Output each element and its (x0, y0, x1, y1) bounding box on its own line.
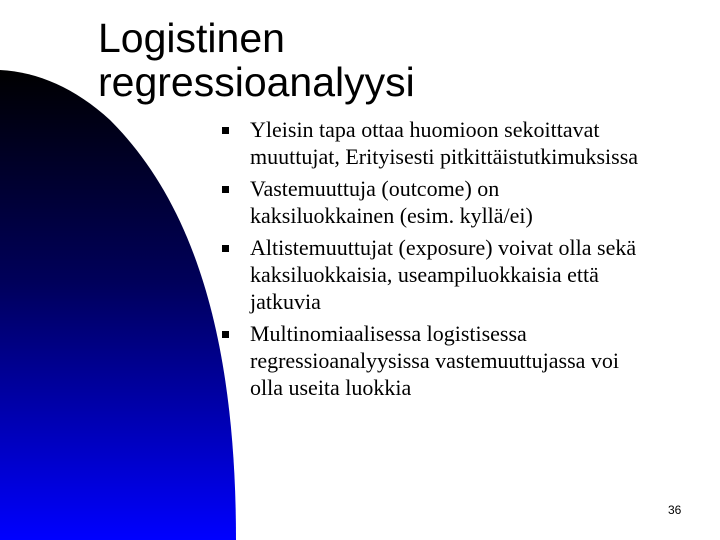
bullet-3-line-1: Altistemuuttujat (exposure) voivat olla sekä (250, 235, 637, 260)
bullet-item-4 (222, 320, 720, 401)
slide-title-line-2: regressioanalyysi (98, 59, 415, 105)
bullet-2-line-2: kaksiluokkainen (esim. kyllä/ei) (250, 203, 533, 228)
bullet-2-line-1: Vastemuuttuja (outcome) on (250, 176, 500, 201)
square-bullet-icon (222, 186, 229, 193)
bullet-item-2 (222, 175, 720, 229)
slide-title (98, 16, 415, 104)
bullet-3-line-3: jatkuvia (250, 289, 321, 314)
bullet-3-line-2: kaksiluokkaisia, useampiluokkaisia että (250, 262, 599, 287)
page-number: 36 (668, 503, 682, 517)
square-bullet-icon (222, 331, 229, 338)
square-bullet-icon (222, 245, 229, 252)
bullet-1-line-1: Yleisin tapa ottaa huomioon sekoittavat (250, 117, 600, 142)
bullet-item-1 (222, 116, 720, 170)
bullet-4-line-3: olla useita luokkia (250, 375, 412, 400)
bullet-4-line-2: regressioanalyysissa vastemuuttujassa voi (250, 348, 620, 373)
square-bullet-icon (222, 127, 229, 134)
bullet-item-3 (222, 234, 720, 315)
bullet-1-line-2: muuttujat, Erityisesti pitkittäistutkimuksissa (250, 144, 639, 169)
bullet-4-line-1: Multinomiaalisessa logistisessa (250, 321, 527, 346)
bullet-list (222, 116, 720, 406)
slide-title-line-1: Logistinen (98, 15, 285, 61)
